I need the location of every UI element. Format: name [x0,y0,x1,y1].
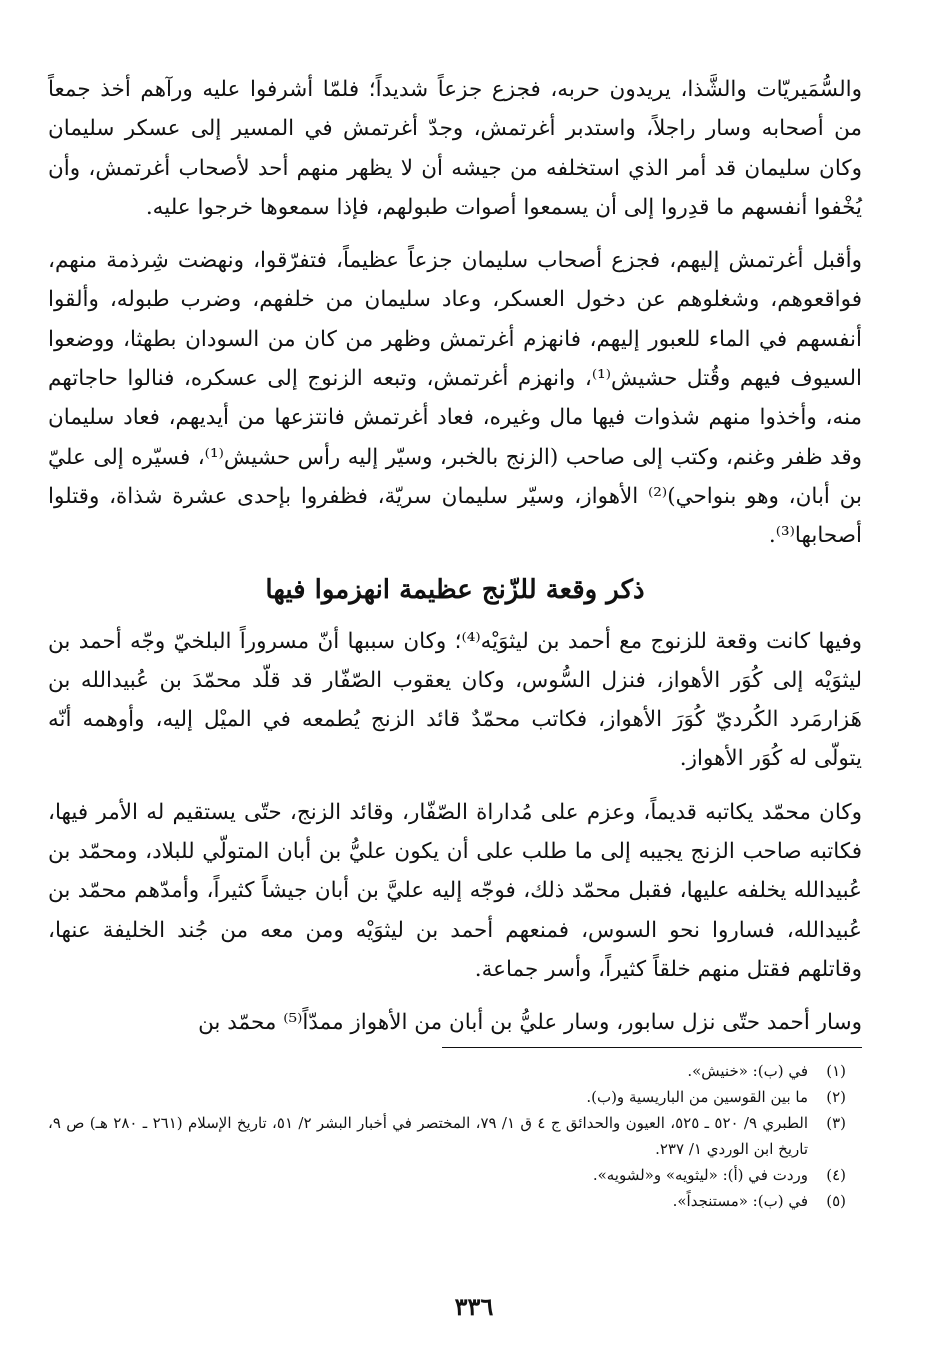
footnotes [48,1058,862,1214]
section-heading: ذكر وقعة للزّنج عظيمة انهزموا فيها [265,574,645,605]
footnote-4 [48,1162,862,1188]
page-body [48,70,862,1214]
footnote-number: (١) [826,1061,846,1080]
paragraph-1: والسُّمَيريّات والشَّذا، يريدون حربه، فجزع جزعاً شديداً؛ فلمّا أشرفوا عليه ورآهم أخذ جمعاً من أصحابه وسار راجلاً، واستدبر أغرتمش، وجدّ أغرتمش في المسير إلى عسكر سليمان وكان سليمان قد أمر الذي استخلفه من جيشه أن لا يظهر منهم أحد لأصحاب أغرتمش، وأن يُخْفوا أنفسهم ما قدِروا إلى أن يسمعوا أصوات طبولهم، فإذا سمعوها خرجوا عليه. [48,77,862,220]
paragraph-5: وسار أحمد حتّى نزل سابور، وسار عليُّ بن أبان من الأهواز ممدّاً⁽⁵⁾ محمّد بن [198,1010,862,1036]
footnote-5 [48,1188,862,1214]
footnote-number: (٥) [826,1191,846,1210]
footnote-text: الطبري ٩/ ٥٢٠ ـ ٥٢٥، العيون والحدائق ج ٤ ق ١/ ٧٩، المختصر في أخبار البشر ٢/ ٥١، تاريخ الإسلام (٢٦١ ـ ٢٨٠ هـ) ص ٩، تاريخ ابن الوردي ١/ ٢٣٧. [48,1113,808,1158]
paragraph-2: وأقبل أغرتمش إليهم، فجزع أصحاب سليمان جزعاً عظيماً، فتفرّقوا، ونهضت شِرذمة منهم، فواقعوهم، وشغلوهم عن دخول العسكر، وعاد سليمان من خلفهم، وضرب طبوله، وألقوا أنفسهم في الماء للعبور إليهم، فانهزم أغرتمش وظهر من كان من السودان بطهثا، ووضعوا السيوف فيهم وقُتل حشيش⁽¹⁾، وانهزم أغرتمش، وتبعه الزنوج إلى عسكره، فنالوا حاجاتهم منه، وأخذوا منهم شذوات فيها مال وغيره، فعاد أغرتمش فانتزعها من أيديهم، فعاد سليمان وقد ظفر وغنم، وكتب إلى صاحب (الزنج بالخبر، وسيّر إليه رأس حشيش⁽¹⁾، فسيّره إلى عليّ بن أبان، وهو بنواحي)⁽²⁾ الأهواز، وسيّر سليمان سريّة، فظفروا بإحدى عشرة شذاة، وقتلوا أصحابها⁽³⁾. [48,248,863,549]
footnote-text: وردت في (أ): «ليثويه» و«لشويه». [592,1165,808,1184]
footnote-1 [48,1058,862,1084]
footnote-text: في (ب): «خنيش». [687,1061,808,1080]
footnote-3 [48,1110,862,1162]
footnote-number: (٣) [826,1113,846,1132]
paragraph-4: وكان محمّد يكاتبه قديماً، وعزم على مُداراة الصّفّار، وقائد الزنج، حتّى يستقيم له الأمر فيها، فكاتبه صاحب الزنج يجيبه إلى ما طلب على أن يكون عليُّ بن أبان المتولّي للبلاد، ومحمّد بن عُبيدالله يخلفه عليها، فقبل محمّد ذلك، فوجّه إليه عليَّ بن أبان جيشاً كثيراً، وأمدّهم محمّد بن عُبيدالله، فساروا نحو السوس، فمنعهم أحمد بن ليثوَيْه ومن معه من جُند الخليفة عنها، وقاتلهم فقتل منهم خلقاً كثيراً، وأسر جماعة. [48,799,862,982]
footnote-number: (٤) [826,1165,846,1184]
footnote-number: (٢) [826,1087,846,1106]
footnote-2 [48,1084,862,1110]
page-number: ٣٣٦ [454,1292,494,1321]
footnote-divider [442,1047,862,1048]
footnote-text: ما بين القوسين من الباريسية و(ب). [586,1087,808,1106]
footnote-text: في (ب): «مستنجداً». [672,1191,808,1210]
paragraph-3: وفيها كانت وقعة للزنوج مع أحمد بن ليثوَيْه⁽⁴⁾؛ وكان سببها أنّ مسروراً البلخيّ وجّه أحمد بن ليثوَيْه إلى كُوَر الأهواز، فنزل السُّوس، وكان يعقوب الصّفّار قد قلّد محمّدَ بن عُبيدالله بن هَزارمَرد الكُرديّ كُوَرَ الأهواز، فكاتب محمّدٌ قائد الزنج يُطمعه في الميْل إليه، وأوهمه أنّه يتولّى له كُوَر الأهواز. [48,628,862,772]
